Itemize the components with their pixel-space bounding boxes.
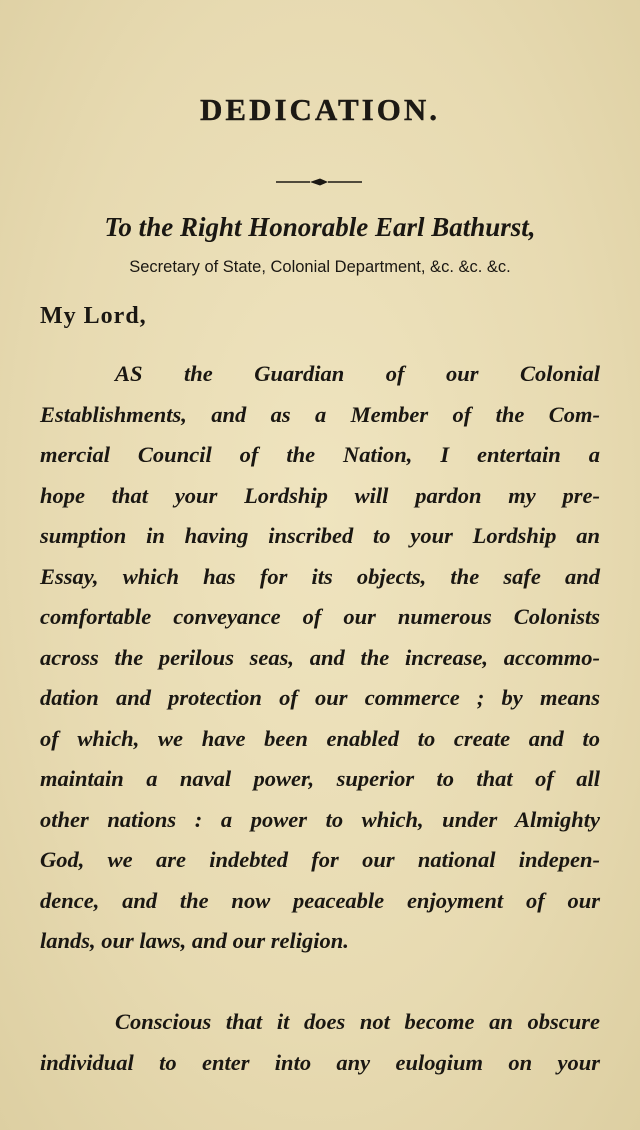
paragraph-1 bbox=[40, 354, 600, 962]
text-line: hope that your Lordship will pardon my pre- bbox=[40, 482, 600, 508]
text-line: lands, our laws, and our religion. bbox=[40, 928, 349, 953]
text-line: comfortable conveyance of our numerous Colonists bbox=[40, 604, 600, 629]
text-line: Establishments, and as a Member of the Com- bbox=[40, 401, 600, 427]
dedicatee-address: To the Right Honorable Earl Bathurst, bbox=[104, 212, 536, 242]
text-line: maintain a naval power, superior to that of all bbox=[40, 766, 600, 791]
dedicatee-title: Secretary of State, Colonial Department, &c. &c. &c. bbox=[129, 258, 511, 276]
text-line: AS the Guardian of our Colonial bbox=[115, 361, 600, 386]
text-line: dation and protection of our commerce ; by means bbox=[40, 685, 600, 710]
text-line: individual to enter into any eulogium on your bbox=[40, 1049, 600, 1075]
text-line: Conscious that it does not become an obscure bbox=[115, 1009, 600, 1034]
text-line: God, we are indebted for our national indepen- bbox=[40, 847, 600, 872]
text-line: mercial Council of the Nation, I entertain a bbox=[40, 442, 600, 467]
text-line: across the perilous seas, and the increase, accommo- bbox=[40, 644, 600, 670]
page-title: DEDICATION. bbox=[200, 92, 440, 127]
text-line: Essay, which has for its objects, the safe and bbox=[40, 563, 600, 589]
text-line: other nations : a power to which, under Almighty bbox=[40, 806, 600, 832]
text-line: dence, and the now peaceable enjoyment of our bbox=[40, 887, 600, 913]
text-line: of which, we have been enabled to create and to bbox=[40, 725, 600, 751]
text-line: sumption in having inscribed to your Lordship an bbox=[40, 523, 600, 548]
paragraph-2 bbox=[40, 1002, 600, 1083]
salutation: My Lord, bbox=[40, 303, 147, 329]
ornament-divider bbox=[276, 177, 362, 187]
